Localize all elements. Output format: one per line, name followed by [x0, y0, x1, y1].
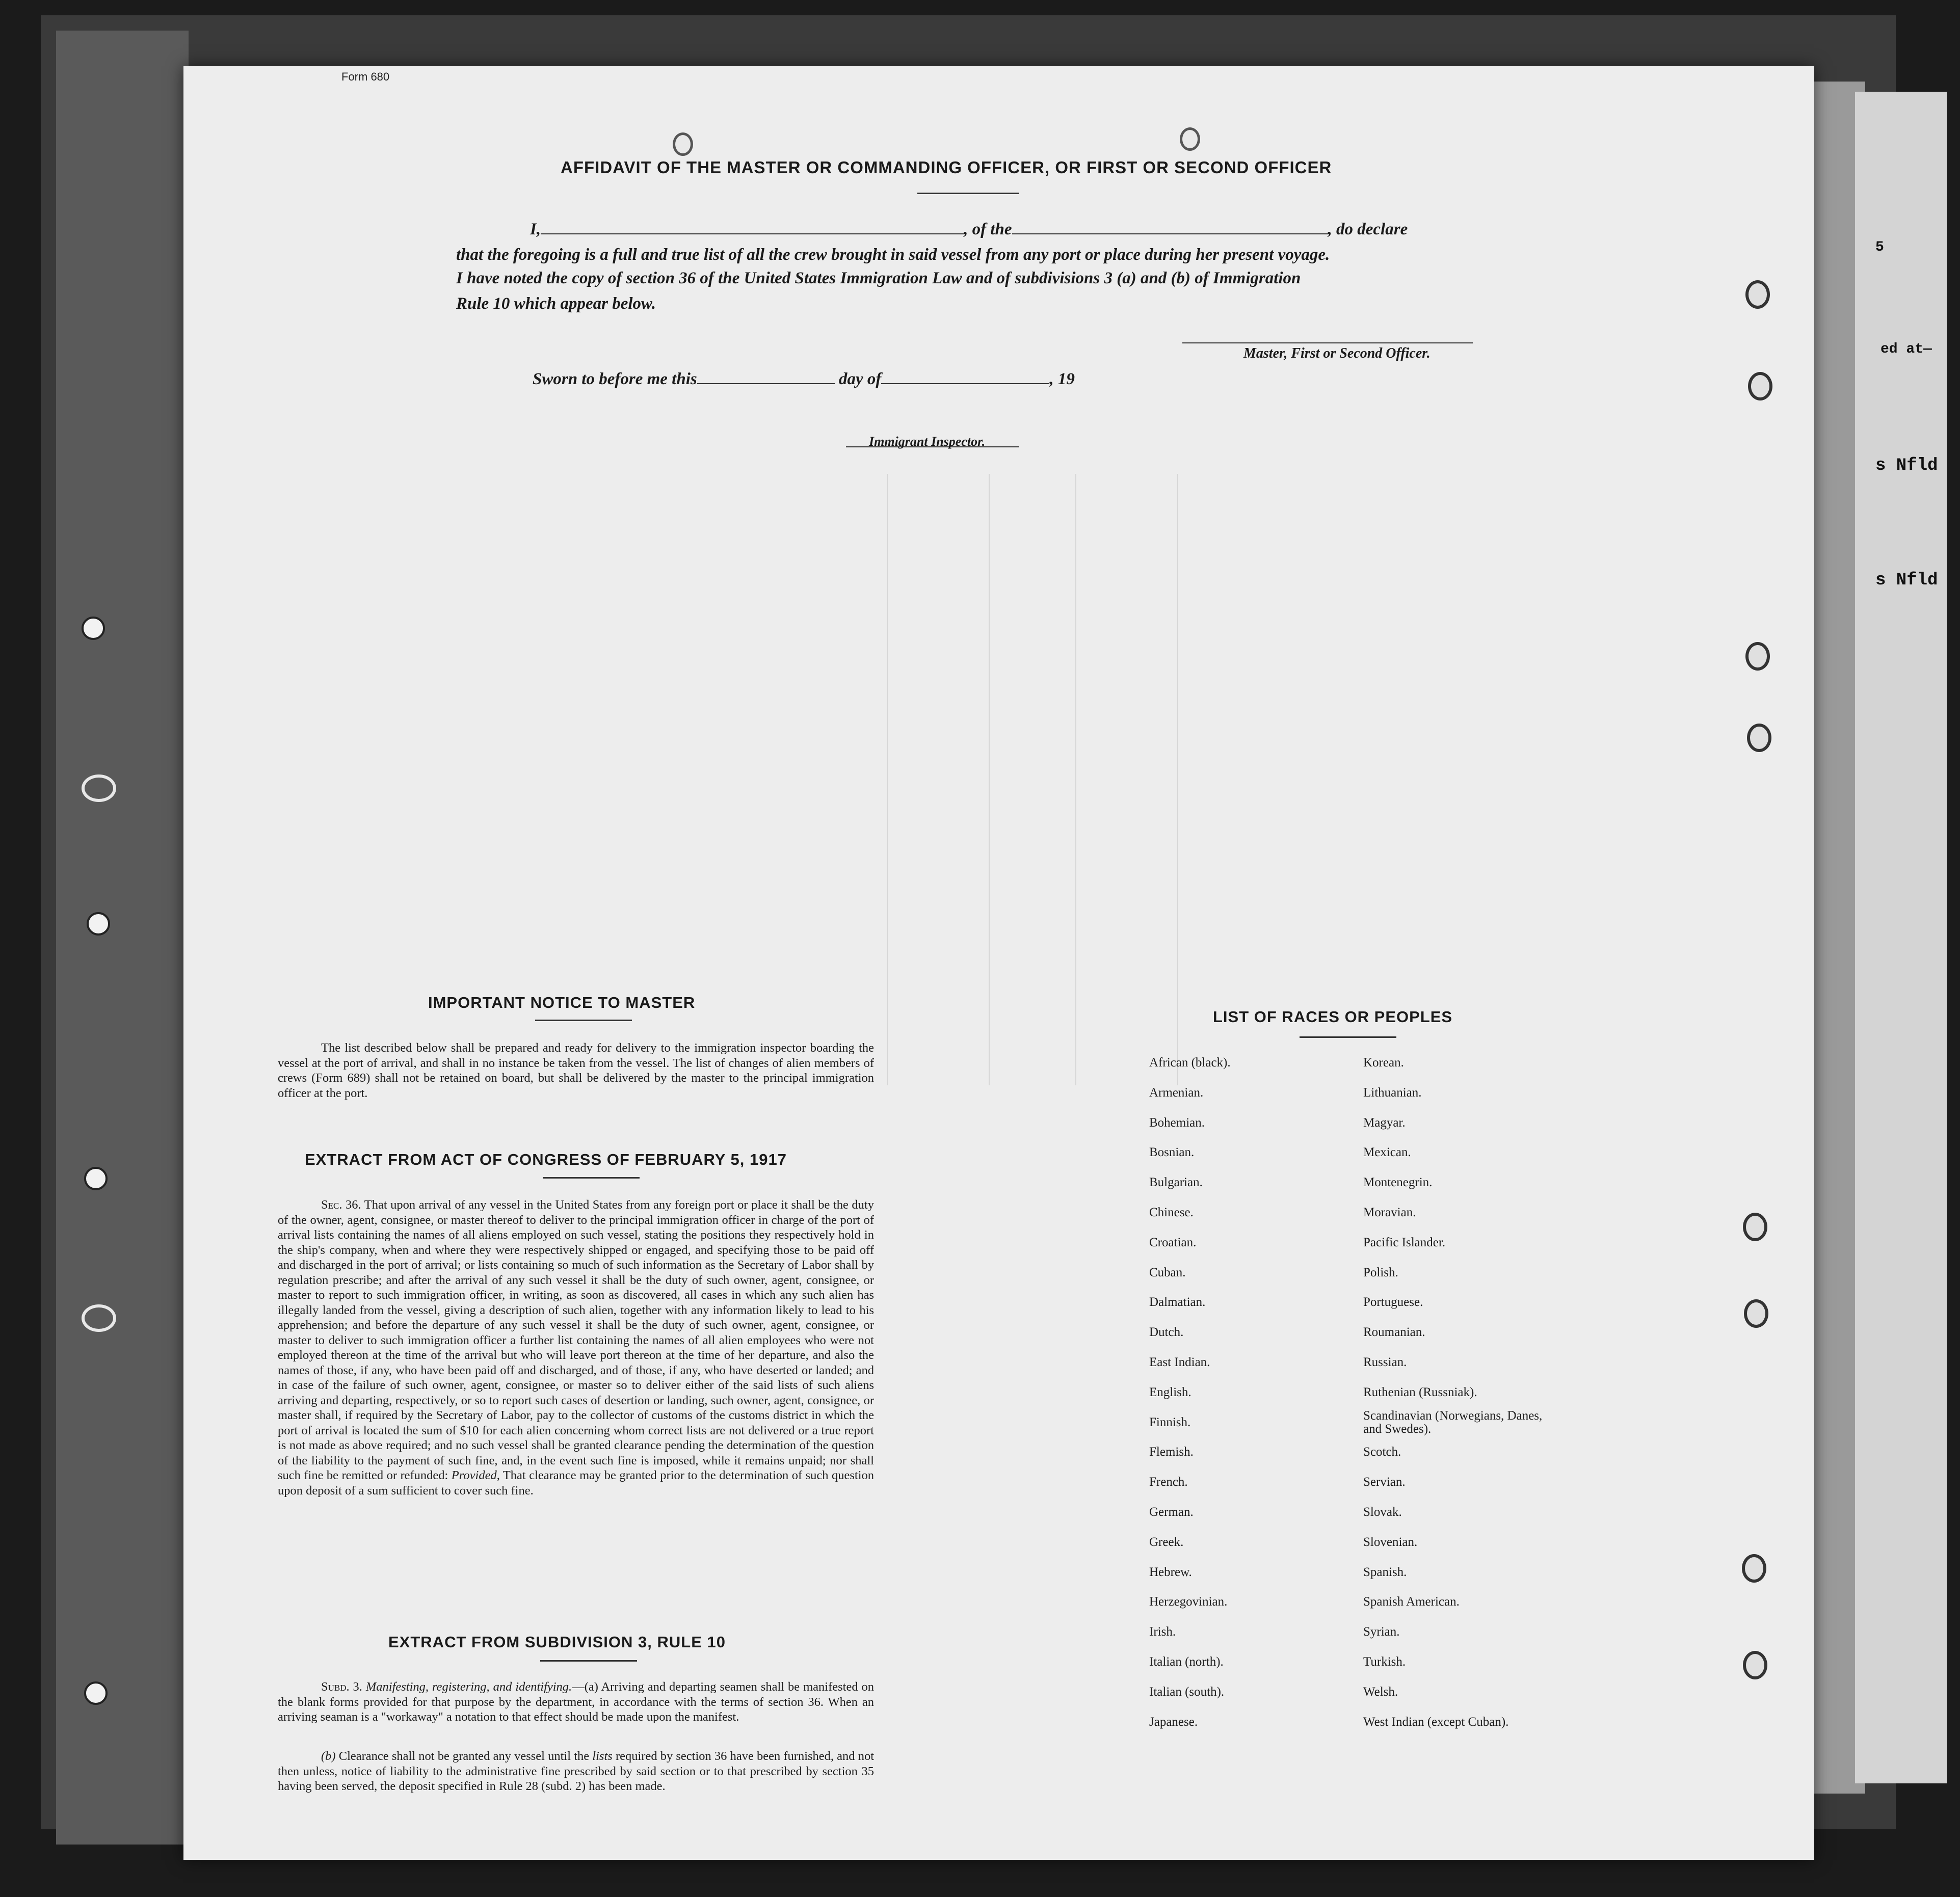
race-item: Dalmatian. — [1149, 1295, 1206, 1310]
race-item: Scotch. — [1363, 1445, 1401, 1459]
binder-hole — [84, 1681, 108, 1705]
race-item: Croatian. — [1149, 1235, 1197, 1249]
race-item: Japanese. — [1149, 1715, 1198, 1729]
left-binding-edge — [56, 31, 189, 1845]
page-edge-notch — [1745, 280, 1770, 309]
rule-extract-rule — [540, 1660, 637, 1662]
race-item: Bosnian. — [1149, 1145, 1195, 1160]
bleed-through-line — [989, 474, 990, 1085]
section-36-body: That upon arrival of any vessel in the United States from any foreign port or place it shall be the duty of the owner, agent, consignee, or master thereof to deliver to the principal immigration officer in charge of the port of arrival lists containing the names of all aliens employed on such vessel, stating the positions they respectively hold in the ship's company, when and where they were respectively shipped or engaged, and specifying those to be paid off and discharged in the port of arrival; or lists containing so much of such information as the Secretary of Labor shall by regulation prescribe; and after the arrival of any such vessel it shall be the duty of such owner, agent, consignee, or master to report to such immigration officer, in writing, as soon as discovered, all cases in which any such alien has illegally landed from the vessel, giving a description of such alien, together with any information likely to lead to his apprehension; and before the departure of any such vessel it shall be the duty of such owner, agent, consignee, or master to deliver to such immigration officer a further list containing the names of all alien employees who were not employed thereon at the time of the arrival but who will leave port thereon at the time of her departure, and also the names of those, if any, who have been paid off and discharged, and of those, if any, who have deserted or landed; and in case of the failure of such owner, agent, consignee, or master so to deliver either of the said lists of such aliens arriving and departing, respectively, or so to report such cases of desertion or landing, such owner, agent, consignee, or master shall, if required by the Secretary of Labor, pay to the collector of customs of the customs district in which the port of arrival is located the sum of $10 for each alien concerning whom correct lists are not delivered or a true report is not made as above required; and no such vessel shall be granted clearance pending the determination of the question of the liability to the payment of such fine, and, in the event such fine is imposed, while it remains unpaid; nor shall such fine be remitted or refunded: — [278, 1198, 874, 1482]
race-item: Syrian. — [1363, 1625, 1400, 1639]
notice-text: The list described below shall be prepared and ready for delivery to the immigration inspector boarding the vessel at the port of arrival, and shall in no instance be taken from the vessel. The list of changes of alien members of crews (Form 689) shall not be retained on board, but shall be delivered by the master to the principal immigration officer at the port. — [278, 1041, 874, 1100]
race-item: Moravian. — [1363, 1206, 1416, 1219]
subdivision-title: Manifesting, registering, and identifying. — [365, 1680, 572, 1694]
race-item: Bohemian. — [1149, 1115, 1205, 1130]
affidavit-title: AFFIDAVIT OF THE MASTER OR COMMANDING OFFICER, OR FIRST OR SECOND OFFICER — [561, 158, 1332, 177]
provided-clause: Provided, — [451, 1468, 500, 1482]
page-edge-notch — [1743, 1213, 1767, 1241]
binder-ring — [82, 1304, 116, 1332]
race-item: Ruthenian (Russniak). — [1363, 1385, 1477, 1399]
margin-mark: s Nfld — [1875, 571, 1938, 590]
page-edge-notch — [1743, 1651, 1767, 1679]
affidavit-i: I, — [530, 220, 541, 238]
page-edge-notch — [1744, 1299, 1768, 1328]
section-36-end: That clearance may be granted prior to the determination of such question upon deposit of a sum sufficient to cover such fine. — [278, 1468, 875, 1498]
sworn-day-of: day of — [838, 370, 882, 388]
bleed-through-line — [1177, 474, 1178, 1085]
race-item: African (black). — [1149, 1056, 1231, 1070]
page-punch-hole — [1180, 127, 1200, 151]
races-heading: LIST OF RACES OR PEOPLES — [1213, 1008, 1453, 1026]
subdivision-label: Subd. 3. — [321, 1680, 362, 1694]
race-item: Magyar. — [1363, 1115, 1406, 1130]
margin-mark: s Nfld — [1875, 456, 1938, 475]
race-item: French. — [1149, 1475, 1188, 1489]
affidavit-declare: , do declare — [1328, 220, 1408, 238]
race-item: Chinese. — [1149, 1206, 1194, 1219]
race-item: Korean. — [1363, 1056, 1404, 1070]
race-item: Mexican. — [1363, 1145, 1411, 1160]
race-item: Irish. — [1149, 1625, 1176, 1639]
race-item: Italian (south). — [1149, 1685, 1225, 1699]
race-item: English. — [1149, 1385, 1191, 1399]
race-item: Turkish. — [1363, 1655, 1406, 1669]
race-item: Bulgarian. — [1149, 1175, 1203, 1190]
page-edge-notch — [1747, 724, 1771, 752]
affidavit-line-1 — [530, 220, 1408, 239]
race-item: Russian. — [1363, 1355, 1407, 1369]
race-item: German. — [1149, 1505, 1194, 1519]
notice-heading: IMPORTANT NOTICE TO MASTER — [428, 994, 696, 1011]
race-item: Finnish. — [1149, 1415, 1191, 1429]
affidavit-of-the: , of the — [964, 220, 1012, 238]
bleed-through-line — [887, 474, 888, 1085]
sworn-line — [533, 370, 1075, 389]
race-item: East Indian. — [1149, 1355, 1210, 1369]
page-edge-notch — [1748, 372, 1772, 400]
para-b-label: (b) — [321, 1749, 336, 1763]
race-item: Polish. — [1363, 1265, 1398, 1279]
race-item: Hebrew. — [1149, 1565, 1192, 1579]
sworn-year: , 19 — [1049, 370, 1075, 388]
inspector-caption: Immigrant Inspector. — [869, 434, 986, 449]
para-b-pre: Clearance shall not be granted any vessel until the — [338, 1749, 590, 1763]
page-edge-notch — [1745, 642, 1770, 671]
race-item: Dutch. — [1149, 1325, 1184, 1340]
race-item: Armenian. — [1149, 1085, 1204, 1100]
binder-ring — [82, 774, 116, 802]
rule-extract-para-a — [278, 1679, 874, 1725]
page-edge-notch — [1742, 1554, 1766, 1583]
title-rule — [917, 193, 1019, 194]
race-item: Herzegovinian. — [1149, 1595, 1228, 1609]
margin-mark: ed at— — [1880, 341, 1932, 357]
form-number: Form 680 — [341, 70, 390, 83]
binder-hole — [87, 912, 110, 936]
section-label: Sec. 36. — [321, 1198, 361, 1212]
race-item: Slovenian. — [1363, 1535, 1418, 1549]
race-item: Greek. — [1149, 1535, 1184, 1549]
affidavit-line-3: I have noted the copy of section 36 of the United States Immigration Law and of subdivisions 3 (a) and (b) of Immigration — [456, 269, 1301, 287]
para-b-post: required by section 36 have been furnished, and not then unless, notice of liability to the administrative fine prescribed by said section or to that prescribed by section 35 having been served, the deposit specified in Rule 28 (subd. 2) has been made. — [278, 1749, 875, 1793]
signature-line[interactable] — [1182, 342, 1473, 343]
race-item: West Indian (except Cuban). — [1363, 1715, 1509, 1729]
race-item: Welsh. — [1363, 1685, 1398, 1699]
race-item: Montenegrin. — [1363, 1175, 1433, 1190]
officer-name-blank[interactable] — [541, 233, 964, 234]
sworn-month-blank[interactable] — [881, 383, 1049, 384]
races-rule — [1300, 1036, 1396, 1038]
race-item: Slovak. — [1363, 1505, 1402, 1519]
race-item: Spanish American. — [1363, 1595, 1460, 1609]
rule-extract-para-b — [278, 1749, 874, 1794]
subdivision-a-text: —(a) Arriving and departing seamen shall be manifested on the blank forms provided for that purpose by the department, in accordance with the terms of section 36. When an arriving seaman is a "workaway" a notation to that effect should be made upon the manifest. — [278, 1680, 874, 1724]
affidavit-line-4: Rule 10 which appear below. — [456, 295, 656, 313]
race-item: Lithuanian. — [1363, 1085, 1422, 1100]
binder-hole — [84, 1167, 108, 1190]
race-item: Spanish. — [1363, 1565, 1407, 1579]
binder-hole — [82, 617, 105, 640]
race-item: Italian (north). — [1149, 1655, 1224, 1669]
vessel-name-blank[interactable] — [1012, 233, 1328, 234]
act-extract-heading: EXTRACT FROM ACT OF CONGRESS OF FEBRUARY 5, 1917 — [305, 1151, 787, 1168]
document-page — [183, 66, 1814, 1860]
affidavit-line-2: that the foregoing is a full and true list of all the crew brought in said vessel from any port or place during her present voyage. — [456, 246, 1330, 264]
race-item: Scandinavian (Norwegians, Danes, and Swedes). — [1363, 1408, 1543, 1436]
race-item: Cuban. — [1149, 1265, 1186, 1279]
race-item: Pacific Islander. — [1363, 1235, 1446, 1249]
margin-mark: 5 — [1875, 239, 1884, 255]
para-b-lists: lists — [592, 1749, 613, 1763]
sworn-day-blank[interactable] — [697, 383, 835, 384]
rule-extract-heading: EXTRACT FROM SUBDIVISION 3, RULE 10 — [388, 1633, 726, 1651]
race-item: Roumanian. — [1363, 1325, 1425, 1340]
notice-rule — [535, 1020, 632, 1021]
page-punch-hole — [673, 132, 693, 156]
sworn-prefix: Sworn to before me this — [533, 370, 697, 388]
race-item: Portuguese. — [1363, 1295, 1423, 1310]
bleed-through-line — [1075, 474, 1076, 1085]
act-extract-text — [278, 1197, 874, 1498]
race-item: Servian. — [1363, 1475, 1406, 1489]
act-extract-rule — [543, 1177, 640, 1179]
race-item: Flemish. — [1149, 1445, 1194, 1459]
signature-caption: Master, First or Second Officer. — [1243, 345, 1431, 361]
